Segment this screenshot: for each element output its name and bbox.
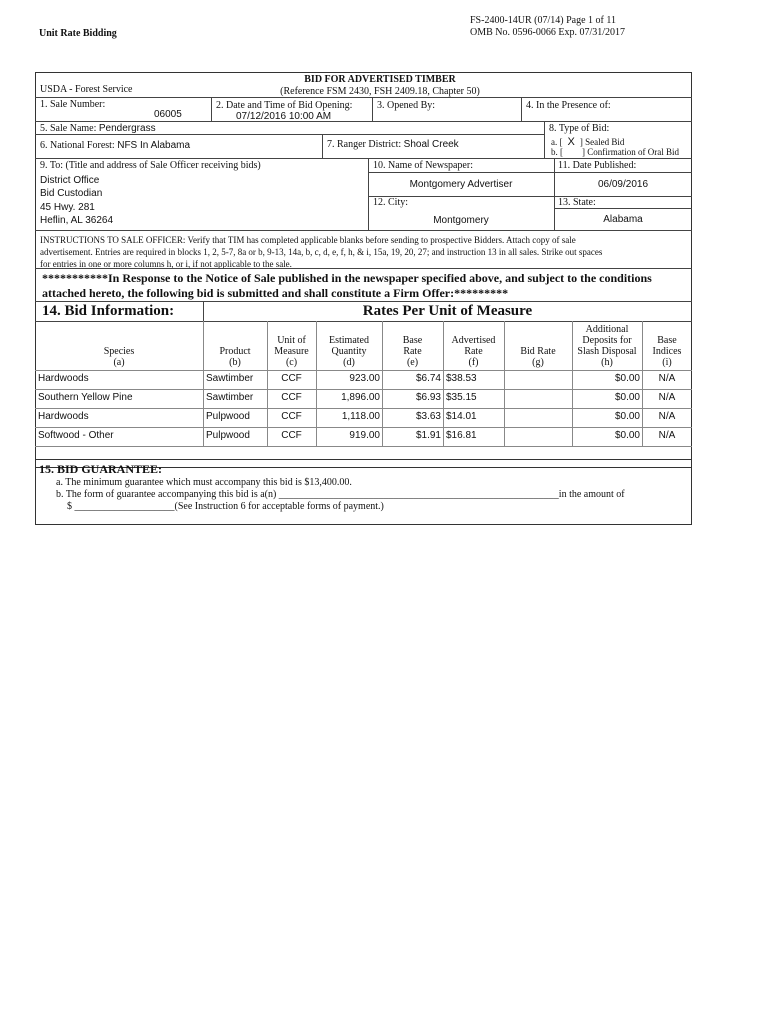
table-cell-advertised-rate: $14.01 bbox=[446, 411, 477, 422]
column-header-product: Product (b) bbox=[219, 346, 251, 368]
state-value: Alabama bbox=[603, 214, 643, 225]
table-cell-base-rate: $6.93 bbox=[415, 392, 441, 403]
bid-opening-value: 07/12/2016 10:00 AM bbox=[236, 111, 332, 122]
column-header-advertised-rate: Advertised Rate (f) bbox=[451, 335, 496, 368]
opened-by-label: 3. Opened By: bbox=[377, 100, 436, 111]
rates-title: Rates Per Unit of Measure bbox=[362, 303, 533, 319]
column-header-species: Species (a) bbox=[103, 346, 135, 368]
table-cell-advertised-rate: $16.81 bbox=[446, 430, 477, 441]
table-bottom-border bbox=[35, 446, 692, 447]
table-cell-species: Hardwoods bbox=[38, 373, 89, 384]
table-cell-base-indices: N/A bbox=[658, 430, 676, 441]
ranger-district-value: Shoal Creek bbox=[403, 139, 459, 150]
sale-number-value: 06005 bbox=[154, 109, 182, 120]
column-header-quantity: Estimated Quantity (d) bbox=[329, 335, 369, 368]
table-cell-species: Southern Yellow Pine bbox=[38, 392, 133, 403]
table-row-divider bbox=[35, 408, 692, 409]
table-row-divider bbox=[35, 389, 692, 390]
table-cell-slash-deposit: $0.00 bbox=[614, 430, 640, 441]
sale-name-row bbox=[40, 123, 156, 134]
table-cell-base-rate: $6.74 bbox=[415, 373, 441, 384]
bid-info-title: 14. Bid Information: bbox=[42, 303, 175, 319]
bid-guarantee-title: 15. BID GUARANTEE: bbox=[39, 462, 163, 476]
response-line-2: attached hereto, the following bid is submitted and shall constitute a Firm Offer:********* bbox=[42, 286, 509, 300]
table-cell-unit: CCF bbox=[281, 430, 302, 441]
table-cell-quantity: 1,118.00 bbox=[341, 411, 380, 422]
response-line-1: ***********In Response to the Notice of Sale published in the newspaper specified above, and subject to the conditions bbox=[42, 271, 652, 285]
to-label: 9. To: (Title and address of Sale Officer receiving bids) bbox=[40, 160, 261, 171]
ranger-district-row: 7. Ranger District: Shoal Creek bbox=[327, 139, 459, 150]
to-line-4: Heflin, AL 36264 bbox=[40, 215, 114, 226]
table-cell-product: Pulpwood bbox=[206, 430, 250, 441]
table-cell-base-indices: N/A bbox=[658, 373, 676, 384]
bid-opening-label: 2. Date and Time of Bid Opening: bbox=[216, 100, 353, 111]
table-cell-quantity: 919.00 bbox=[349, 430, 380, 441]
table-cell-base-rate: $1.91 bbox=[415, 430, 441, 441]
national-forest-row: 6. National Forest: NFS In Alabama bbox=[40, 140, 191, 151]
sale-number-label: 1. Sale Number: bbox=[40, 99, 106, 110]
sale-name-value: Pendergrass bbox=[98, 123, 156, 134]
national-forest-value: NFS In Alabama bbox=[117, 140, 191, 151]
table-cell-slash-deposit: $0.00 bbox=[614, 411, 640, 422]
table-cell-base-indices: N/A bbox=[658, 392, 676, 403]
omb-number: OMB No. 0596-0066 Exp. 07/31/2017 bbox=[470, 27, 625, 38]
newspaper-label: 10. Name of Newspaper: bbox=[373, 160, 473, 171]
guarantee-line-a: a. The minimum guarantee which must accompany this bid is $13,400.00. bbox=[56, 477, 352, 488]
table-cell-unit: CCF bbox=[281, 411, 302, 422]
to-line-1: District Office bbox=[40, 175, 100, 186]
table-cell-product: Sawtimber bbox=[206, 373, 254, 384]
table-cell-quantity: 923.00 bbox=[349, 373, 380, 384]
table-cell-base-rate: $3.63 bbox=[415, 411, 441, 422]
table-cell-slash-deposit: $0.00 bbox=[614, 392, 640, 403]
date-published-value: 06/09/2016 bbox=[597, 179, 649, 190]
sealed-bid-checkbox[interactable]: X bbox=[567, 136, 575, 148]
column-header-slash-deposit: Additional Deposits for Slash Disposal (h) bbox=[577, 324, 637, 368]
column-header-bid-rate: Bid Rate (g) bbox=[520, 346, 556, 368]
agency-name: USDA - Forest Service bbox=[40, 84, 133, 95]
column-header-unit: Unit of Measure (c) bbox=[274, 335, 309, 368]
table-row-divider bbox=[35, 370, 692, 371]
state-label: 13. State: bbox=[558, 197, 596, 208]
form-title: BID FOR ADVERTISED TIMBER bbox=[304, 74, 456, 85]
instructions-text: INSTRUCTIONS TO SALE OFFICER: Verify that TIM has completed applicable blanks before sending to prospective Bidders. Attach copy of sale advertisement. Entries are required in blocks 1, 2, 5-7, 8a or b, 9-13, 14a, b, c, d, e, f, h, & i, 15a, 19, 20, 27; and instruction 13 in all sales. Strike out spaces for entries in one or more columns h, or i, if not applicable to the sale. bbox=[40, 235, 603, 269]
city-value: Montgomery bbox=[433, 215, 489, 226]
table-cell-base-indices: N/A bbox=[658, 411, 676, 422]
table-cell-advertised-rate: $38.53 bbox=[446, 373, 477, 384]
bid-type-oral: b. [ ] Confirmation of Oral Bid bbox=[551, 147, 679, 157]
bid-type-sealed: a. [ X ] Sealed Bid bbox=[551, 136, 625, 148]
bid-type-label: 8. Type of Bid: bbox=[549, 123, 610, 134]
table-row-divider bbox=[35, 427, 692, 428]
table-cell-product: Sawtimber bbox=[206, 392, 254, 403]
form-number: FS-2400-14UR (07/14) Page 1 of 11 bbox=[470, 15, 617, 26]
date-published-label: 11. Date Published: bbox=[558, 160, 637, 171]
table-cell-unit: CCF bbox=[281, 373, 302, 384]
table-cell-product: Pulpwood bbox=[206, 411, 250, 422]
table-cell-advertised-rate: $35.15 bbox=[446, 392, 477, 403]
newspaper-value: Montgomery Advertiser bbox=[409, 179, 513, 190]
to-line-3: 45 Hwy. 281 bbox=[40, 202, 95, 213]
guarantee-line-c: $ ____________________(See Instruction 6 for acceptable forms of payment.) bbox=[67, 501, 384, 512]
table-cell-unit: CCF bbox=[281, 392, 302, 403]
column-header-base-indices: Base Indices (i) bbox=[652, 335, 682, 368]
document-title: Unit Rate Bidding bbox=[39, 28, 117, 39]
table-cell-slash-deposit: $0.00 bbox=[614, 373, 640, 384]
to-line-2: Bid Custodian bbox=[40, 188, 103, 199]
city-label: 12. City: bbox=[373, 197, 409, 208]
table-cell-species: Softwood - Other bbox=[38, 430, 114, 441]
table-cell-quantity: 1,896.00 bbox=[341, 392, 380, 403]
table-cell-species: Hardwoods bbox=[38, 411, 89, 422]
guarantee-line-b: b. The form of guarantee accompanying this bid is a(n) ________________________________________________________in the amount of bbox=[56, 489, 625, 500]
column-header-base-rate: Base Rate (e) bbox=[402, 335, 423, 368]
presence-label: 4. In the Presence of: bbox=[526, 100, 611, 111]
sale-name-label: 5. Sale Name: bbox=[40, 123, 97, 134]
form-reference: (Reference FSM 2430, FSH 2409.18, Chapter 50) bbox=[280, 86, 480, 97]
